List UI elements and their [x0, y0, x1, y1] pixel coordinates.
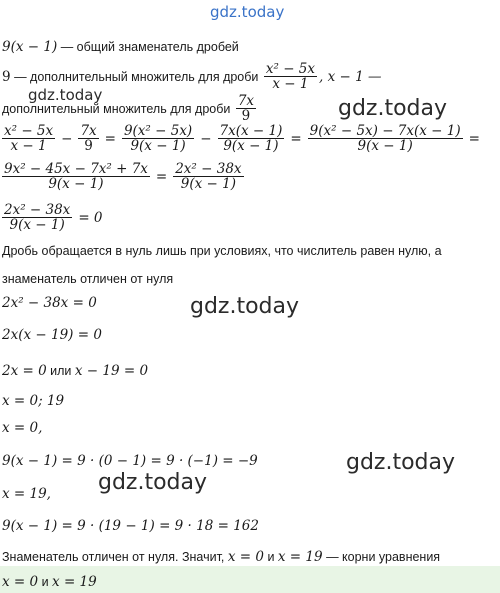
- math-expr: 9(x − 1): [2, 39, 58, 55]
- fraction-denominator: 9(x − 1): [9, 217, 65, 233]
- math-expr: x = 19: [52, 574, 97, 590]
- math-expr: x = 19: [277, 549, 323, 565]
- fraction-numerator: x² − 5x: [265, 61, 316, 77]
- step-8: 9(x − 1) = 9 · (19 − 1) = 9 · 18 = 162: [2, 518, 259, 534]
- math-expr: x = 0: [227, 549, 264, 565]
- fraction-numerator: 2x² − 38x: [175, 161, 242, 177]
- line-multiplier-2: [2, 94, 258, 123]
- answer: [2, 571, 97, 590]
- fraction: [308, 124, 463, 153]
- fraction: [173, 162, 243, 191]
- fraction-numerator: 7x: [80, 123, 97, 139]
- math-expr: , x − 1 —: [319, 69, 382, 85]
- fraction-denominator: x − 1: [272, 76, 309, 92]
- math-expr: 9: [2, 69, 11, 85]
- operator: −: [61, 130, 73, 147]
- step-5: x = 0,: [2, 420, 43, 436]
- fraction-denominator: 9(x − 1): [223, 138, 279, 154]
- fraction: [2, 124, 55, 153]
- fraction-denominator: 9: [241, 108, 251, 124]
- fraction-numerator: 2x² − 38x: [4, 202, 71, 218]
- fraction-numerator: 9(x² − 5x): [123, 123, 193, 139]
- fraction-denominator: 9(x − 1): [48, 176, 104, 192]
- fraction: [264, 62, 317, 91]
- condition-text-1: Дробь обращается в нуль лишь при условиях, что числитель равен нулю, а: [2, 244, 442, 258]
- fraction-denominator: x − 1: [10, 138, 47, 154]
- watermark: gdz.today: [190, 294, 300, 319]
- step-6: 9(x − 1) = 9 · (0 − 1) = 9 · (−1) = −9: [2, 453, 258, 469]
- fraction-numerator: 9(x² − 5x) − 7x(x − 1): [309, 123, 461, 139]
- fraction-denominator: 9: [84, 138, 93, 154]
- equation-row-2: [0, 162, 246, 191]
- fraction-denominator: 9(x − 1): [357, 138, 413, 154]
- watermark: gdz.today: [28, 86, 103, 104]
- text: — корни уравнения: [322, 550, 441, 564]
- watermark: gdz.today: [346, 450, 456, 475]
- text: и: [38, 575, 53, 589]
- text: или: [46, 364, 75, 378]
- operator: −: [200, 130, 212, 147]
- step-2: 2x(x − 19) = 0: [2, 327, 102, 343]
- text: — общий знаменатель дробей: [57, 40, 239, 54]
- text: дополнительный множитель для дроби: [2, 102, 234, 116]
- math-expr: 2x = 0: [2, 363, 47, 379]
- math-expr: x = 0: [2, 574, 39, 590]
- equation-row-3: [0, 203, 103, 232]
- step-3: [2, 360, 148, 379]
- fraction-numerator: x² − 5x: [4, 123, 54, 139]
- fraction: [218, 124, 285, 153]
- fraction-denominator: 9(x − 1): [180, 176, 236, 192]
- step-4: x = 0; 19: [2, 393, 65, 409]
- fraction: [122, 124, 194, 153]
- watermark: gdz.today: [98, 470, 208, 495]
- watermark-top: gdz.today: [210, 3, 285, 21]
- step-7: x = 19,: [2, 486, 51, 502]
- watermark: gdz.today: [338, 96, 448, 121]
- step-1: 2x² − 38x = 0: [2, 295, 97, 311]
- fraction: [2, 162, 150, 191]
- fraction-numerator: 9x² − 45x − 7x² + 7x: [4, 161, 148, 177]
- text: Знаменатель отличен от нуля. Значит,: [2, 550, 228, 564]
- operator: =: [155, 168, 168, 185]
- operator: =: [104, 130, 116, 147]
- fraction: [78, 124, 98, 153]
- line-common-denominator: [2, 36, 239, 55]
- condition-text-2: знаменатель отличен от нуля: [2, 272, 174, 286]
- conclusion: [2, 546, 440, 565]
- math-expr: x − 19 = 0: [74, 363, 149, 379]
- fraction: [2, 203, 72, 232]
- fraction-denominator: 9(x − 1): [130, 138, 186, 154]
- text: и: [263, 550, 278, 564]
- text: — дополнительный множитель для дроби: [10, 70, 262, 84]
- operator: =: [290, 130, 302, 147]
- fraction-numerator: 7x(x − 1): [219, 123, 283, 139]
- equation-row-1: [0, 124, 484, 153]
- operator: =: [468, 130, 480, 147]
- math-expr: = 0: [78, 209, 103, 226]
- fraction: [236, 94, 256, 123]
- fraction-numerator: 7x: [237, 93, 255, 109]
